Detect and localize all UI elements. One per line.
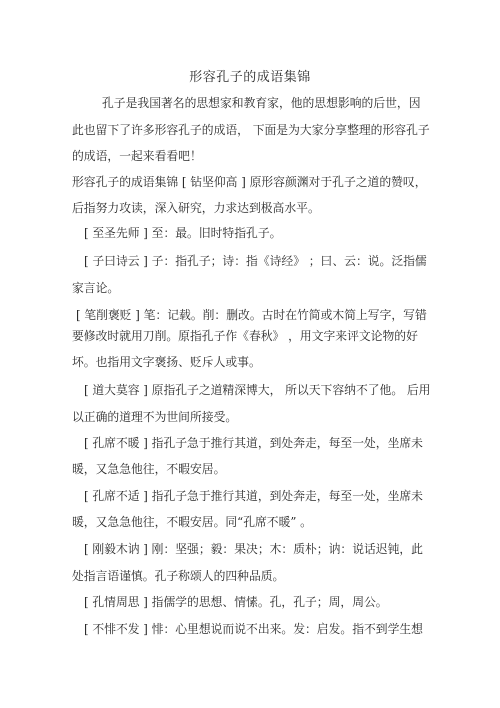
text-line: 后指努力攻读，深入研究，力求达到极高水平。 <box>72 201 320 215</box>
idiom-entry: [ 道大莫容 ] 原指孔子之道精深博大， 所以天下容纳不了他。 后用 <box>84 383 431 397</box>
text-line: 坏。也指用文字褒扬、贬斥人或事。 <box>72 355 261 369</box>
idiom-entry: [ 不悱不发 ] 悱：心里想说而说不出来。发：启发。指不到学生想 <box>84 622 423 636</box>
idiom-entry: [ 笔削褒贬 ] 笔：记载。削：删改。古时在竹简或木简上写字，写错 <box>76 308 427 322</box>
text-line: 暖，又急急他往，不暇安居。 <box>72 462 226 476</box>
text-line: 孔子是我国著名的思想家和教育家，他的思想影响的后世，因 <box>102 96 421 110</box>
text-line: 要修改时就用刀削。原指孔子作《春秋》 ，用文字来评文论物的好 <box>72 329 418 343</box>
idiom-entry: [ 孔席不适 ] 指孔子急于推行其道，到处奔走，每至一处，坐席未 <box>84 489 423 503</box>
idiom-entry: [ 孔席不暖 ] 指孔子急于推行其道，到处奔走，每至一处，坐席未 <box>84 436 423 450</box>
page-title: 形容孔子的成语集锦 <box>189 70 311 85</box>
text-line: 处指言语谨慎。孔子称颂人的四种品质。 <box>72 569 285 583</box>
idiom-entry: [ 刚毅木讷 ] 刚：坚强；毅：果决；木：质朴；讷：说话迟钝，此 <box>84 542 423 556</box>
idiom-entry: [ 孔情周思 ] 指儒学的思想、情愫。孔，孔子；周，周公。 <box>84 595 388 609</box>
text-line: 暖，又急急他往，不暇安居。同“孔席不暖” 。 <box>72 515 312 529</box>
text-line: 形容孔子的成语集锦 [ 钻坚仰高 ] 原形容颜渊对于孔子之道的赞叹， <box>72 175 427 189</box>
idiom-entry: [ 至圣先师 ] 至：最。旧时特指孔子。 <box>84 226 282 240</box>
text-line: 家言论。 <box>72 281 120 295</box>
text-line: 此也留下了许多形容孔子的成语， 下面是为大家分享整理的形容孔子 <box>72 123 430 137</box>
idiom-entry: [ 子曰诗云 ] 子：指孔子；诗：指《诗经》 ；曰、云：说。泛指儒 <box>84 254 427 268</box>
text-line: 以正确的道理不为世间所接受。 <box>72 410 238 424</box>
text-line: 的成语，一起来看看吧！ <box>72 149 202 163</box>
